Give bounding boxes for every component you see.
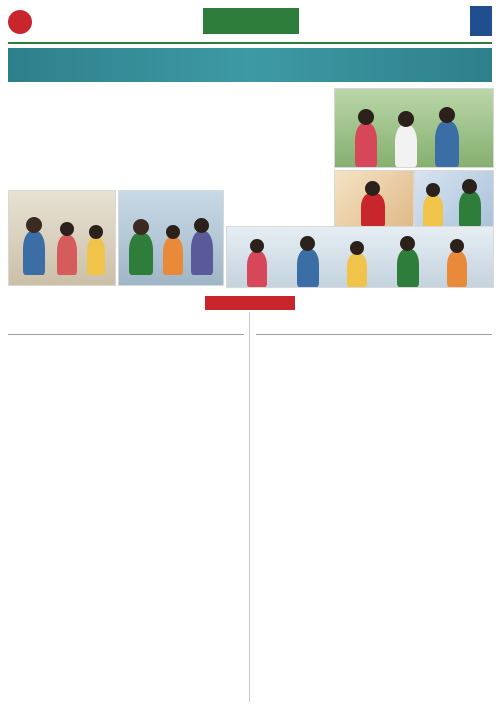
logo-icon [8,10,32,34]
photo-painting [414,170,494,228]
section-title [203,8,299,34]
article-right-column-1 [256,340,370,702]
article-left-column-2 [128,340,242,702]
masthead [8,6,492,44]
article-right-column-2 [377,340,492,702]
photo-craft [334,170,414,228]
banner [8,48,492,82]
photo-activity [118,190,224,286]
article-left-column-1 [8,340,122,702]
page-letter [470,6,492,36]
banner-title [8,48,492,82]
photo-group [226,226,494,288]
photo-children [334,88,494,168]
newspaper-logo [8,8,120,38]
section-tag [205,296,295,310]
column-divider [249,312,250,702]
photo-classroom [8,190,116,286]
divider [8,334,244,335]
divider [256,334,492,335]
